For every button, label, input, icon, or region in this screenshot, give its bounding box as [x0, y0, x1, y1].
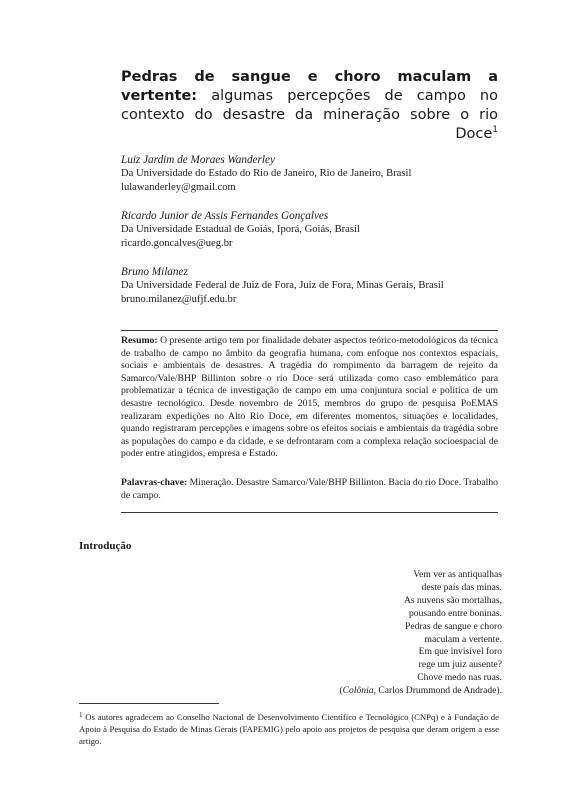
abstract-text: O presente artigo tem por finalidade debater aspectos teórico-metodológicos da técnica de trabalho de campo no âmbito da geografia humana, com enfoque nos contextos espaciais, sociais e ambientais de desastres. A tragédia do rompimento da barragem de rejeito da Samarco/Vale/BHP Billinton sobre o rio Doce será utilizada como caso emblemático para problematizar a técnica de investigação de campo em uma conjuntura social e política de um desastre tecnológico. Desde novembro de 2015, membros do grupo de pesquisa PoEMAS realizaram expedições no Alto Rio Doce, em diferentes momentos, situações e localidades, quando registraram percepções e imagens sobre os efeitos sociais e ambientais da tragédia sobre as populações do campo e da cidade, e se defrontaram com a complexa relação socioespacial de poder entre atingidos, empresa e Estado.: [121, 335, 499, 460]
author-email[interactable]: bruno.milanez@ufjf.edu.br: [121, 294, 237, 305]
poem-line: deste país das minas.: [421, 581, 502, 593]
title-main: Pedras de sangue e choro maculam a vertente:: [121, 69, 498, 104]
abstract: [121, 335, 498, 461]
footnote: [79, 711, 499, 747]
author-affiliation: Da Universidade Federal de Juiz de Fora, Juiz de Fora, Minas Gerais, Brasil: [121, 280, 444, 291]
poem-line: Pedras de sangue e choro: [405, 620, 502, 632]
poem-credit-author: , Carlos Drummond de Andrade).: [373, 685, 502, 697]
poem-line: pousando entre boninas.: [409, 607, 502, 619]
abstract-label: Resumo:: [121, 335, 158, 346]
author-email[interactable]: ricardo.goncalves@ueg.br: [121, 238, 233, 249]
article-title: [121, 68, 498, 144]
author-block-3: [121, 265, 501, 307]
poem-line: Chove medo nas ruas.: [417, 672, 502, 684]
abstract-bottom-rule: [121, 512, 498, 513]
poem-line: As nuvens são mortalhas,: [403, 594, 502, 606]
keywords-label: Palavras-chave:: [121, 477, 188, 488]
title-footnote-marker[interactable]: 1: [492, 125, 498, 135]
poem-line: rege um juiz ausente?: [418, 659, 502, 671]
section-heading-introducao: Introdução: [79, 540, 132, 552]
poem-credit-work: Colônia: [342, 685, 374, 697]
poem-line: Em que invisível foro: [418, 646, 502, 658]
keywords: [121, 477, 498, 502]
poem-line: Vem ver as antiqualhas: [413, 569, 502, 580]
author-block-1: [121, 153, 501, 195]
author-name: Bruno Milanez: [121, 266, 188, 278]
author-affiliation: Da Universidade Estadual de Goiás, Iporá, Goiás, Brasil: [121, 224, 360, 235]
keywords-text: Mineração. Desastre Samarco/Vale/BHP Billinton. Bacia do rio Doce. Trabalho de campo.: [121, 477, 499, 501]
author-name: Ricardo Junior de Assis Fernandes Gonçalves: [121, 210, 329, 222]
footnote-number: 1: [79, 711, 83, 719]
author-name: Luiz Jardim de Moraes Wanderley: [121, 154, 275, 166]
epigraph-poem: [202, 569, 502, 698]
title-subtitle: algumas percepções de campo no contexto do desastre da mineração sobre o rio Doce: [121, 88, 498, 142]
poem-line: maculam a vertente.: [424, 633, 502, 645]
author-affiliation: Da Universidade do Estado do Rio de Janeiro, Rio de Janeiro, Brasil: [121, 168, 412, 179]
footnote-separator: [79, 703, 219, 704]
poem-credit-open: (: [339, 685, 343, 697]
abstract-top-rule: [121, 330, 498, 331]
footnote-text: Os autores agradecem ao Conselho Nacional de Desenvolvimento Científico e Tecnológico (CNPq) e à Fundação de Apoio à Pesquisa do Estado de Minas Gerais (FAPEMIG) pelo apoio aos projetos de pesquisa que deram origem a esse artigo.: [79, 712, 500, 746]
poem-credit: [202, 685, 502, 698]
author-email[interactable]: lulawanderley@gmail.com: [121, 182, 236, 193]
author-block-2: [121, 209, 501, 251]
